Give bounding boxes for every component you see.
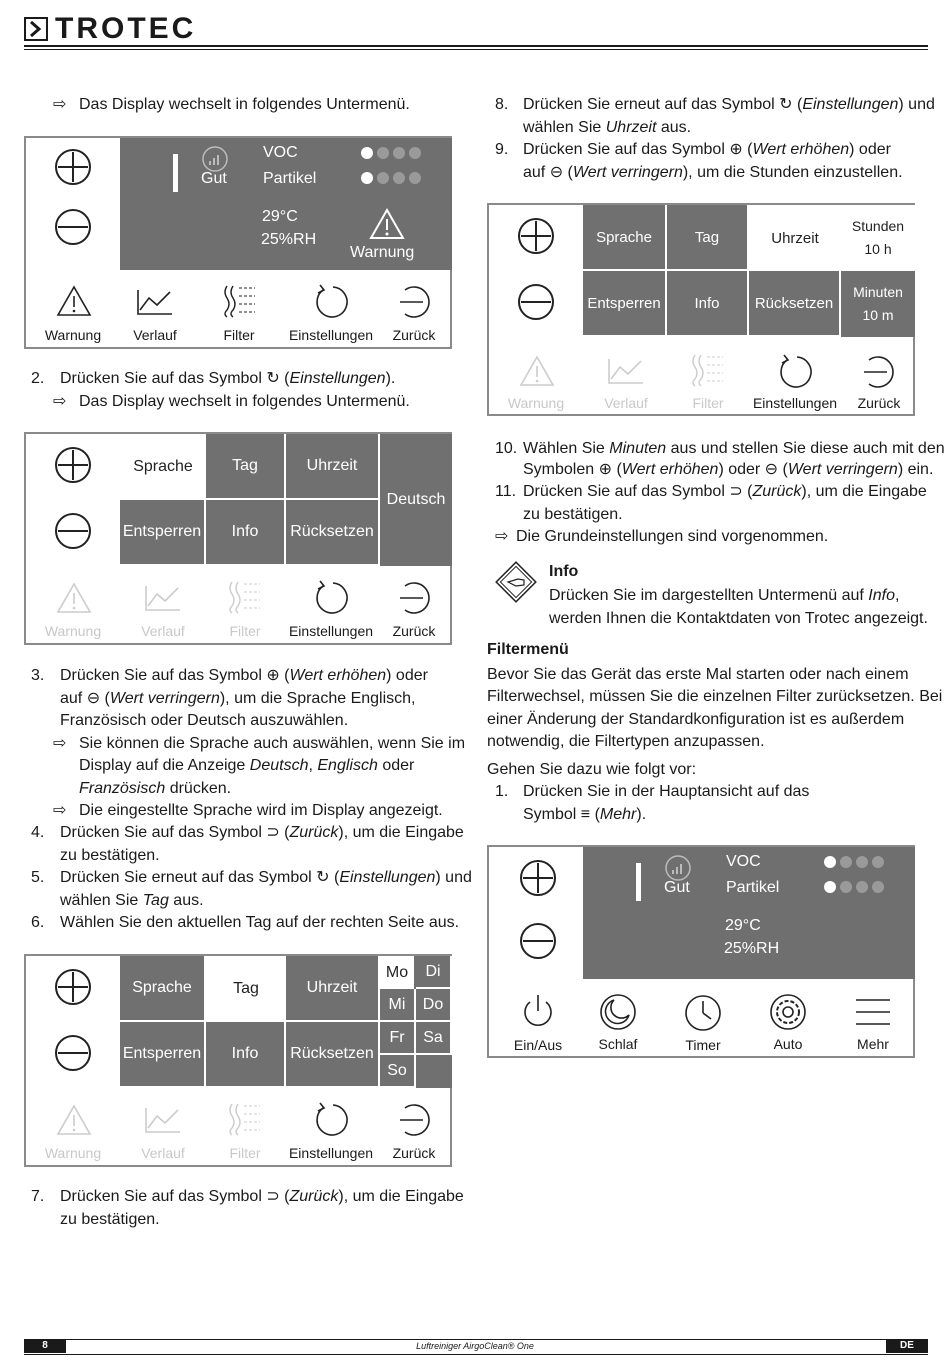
- filter-para-line1: Bevor Sie das Gerät das erste Mal starten oder nach einem: [487, 666, 909, 683]
- hours-label: Stunden: [851, 218, 905, 234]
- step-10-line2: Symbolen ⊕ (Wert erhöhen) oder ⊖ (Wert verringern) ein.: [523, 461, 934, 478]
- plus-icon[interactable]: [519, 859, 557, 897]
- partikel-label: Partikel: [263, 170, 317, 187]
- icon-label-filter: Filter: [229, 1145, 261, 1161]
- filter-para-line5: Gehen Sie dazu wie folgt vor:: [487, 761, 697, 778]
- info-line2: werden Ihnen die Kontaktdaten von Trotec angezeigt.: [549, 610, 928, 627]
- step-number: 2.: [31, 370, 45, 387]
- back-icon[interactable]: [397, 580, 433, 616]
- day-fr[interactable]: Fr: [380, 1022, 416, 1055]
- step-7-line2: zu bestätigen.: [60, 1211, 160, 1228]
- icon-label-zurueck: Zurück: [392, 327, 436, 343]
- section-title: Filtermenü: [487, 641, 569, 658]
- filter-para-line4: notwendig, die Filtertypen anzupassen.: [487, 733, 765, 750]
- step-3-result1-line1: Sie können die Sprache auch auswählen, wenn Sie im: [79, 735, 466, 752]
- menu-info[interactable]: Info: [667, 271, 749, 337]
- warning-icon: [519, 355, 555, 387]
- icon-label-verlauf: Verlauf: [604, 395, 648, 411]
- minus-icon[interactable]: [517, 283, 555, 321]
- step-number: 1.: [495, 783, 509, 800]
- step-number: 7.: [31, 1188, 45, 1205]
- icon-label-ein-aus: Ein/Aus: [513, 1037, 563, 1053]
- menu-more-icon[interactable]: [855, 997, 891, 1027]
- step-3-line1: Drücken Sie auf das Symbol ⊕ (Wert erhöhen) oder: [60, 667, 428, 684]
- minutes-cell[interactable]: [841, 271, 915, 337]
- result-arrow: ⇨: [495, 528, 509, 545]
- menu-entsperren[interactable]: Entsperren: [120, 1022, 206, 1088]
- result-arrow: ⇨: [53, 393, 67, 410]
- filter-icon: [226, 580, 264, 614]
- icon-label-mehr: Mehr: [857, 1036, 889, 1052]
- icon-label-schlaf: Schlaf: [598, 1036, 638, 1052]
- minus-icon[interactable]: [519, 922, 557, 960]
- info-hand-icon: [494, 560, 538, 604]
- timer-clock-icon[interactable]: [684, 994, 722, 1032]
- result-arrow: ⇨: [53, 802, 67, 819]
- filter-step-1-line1: Drücken Sie in der Hauptansicht auf das: [523, 783, 810, 800]
- filter-icon[interactable]: [221, 284, 259, 318]
- menu-ruecksetzen[interactable]: Rücksetzen: [286, 500, 380, 566]
- day-mi[interactable]: Mi: [380, 989, 416, 1022]
- info-line1: Drücken Sie im dargestellten Untermenü auf Info,: [549, 587, 900, 604]
- step-4-line2: zu bestätigen.: [60, 847, 160, 864]
- menu-info[interactable]: Info: [206, 1022, 286, 1088]
- warning-icon: [56, 582, 92, 614]
- step-11-line2: zu bestätigen.: [523, 506, 623, 523]
- step-2: Drücken Sie auf das Symbol ↻ (Einstellungen).: [60, 370, 396, 387]
- brand-logo: TROTEC: [55, 12, 197, 45]
- icon-label-warnung: Warnung: [507, 395, 565, 411]
- warning-icon[interactable]: [56, 285, 92, 317]
- humidity: 25%RH: [724, 940, 780, 957]
- settings-refresh-icon[interactable]: [313, 284, 349, 320]
- sleep-moon-icon[interactable]: [599, 993, 637, 1031]
- display-language-panel: [24, 432, 452, 645]
- step-10-line1: Wählen Sie Minuten aus und stellen Sie diese auch mit den: [523, 440, 945, 457]
- icon-label-verlauf: Verlauf: [141, 1145, 185, 1161]
- air-quality-icon: [665, 855, 691, 881]
- icon-label-zurueck: Zurück: [392, 623, 436, 639]
- icon-label-einstellungen: Einstellungen: [288, 623, 374, 639]
- icon-label-auto: Auto: [773, 1036, 803, 1052]
- partikel-label: Partikel: [726, 879, 780, 896]
- icon-label-verlauf: Verlauf: [133, 327, 177, 343]
- level-bar: [636, 863, 641, 901]
- temperature: 29°C: [262, 208, 298, 225]
- info-title: Info: [549, 563, 579, 580]
- display-main-panel: [24, 136, 452, 349]
- warning-icon: [56, 1104, 92, 1136]
- step-8-line2: wählen Sie Uhrzeit aus.: [523, 119, 692, 136]
- language-value[interactable]: Deutsch: [380, 434, 452, 566]
- humidity: 25%RH: [261, 231, 317, 248]
- step-number: 4.: [31, 824, 45, 841]
- header-rule-thin: [24, 49, 928, 50]
- icon-label-zurueck: Zurück: [392, 1145, 436, 1161]
- settings-refresh-icon[interactable]: [313, 580, 349, 616]
- intro-text: Das Display wechselt in folgendes Untermenü.: [79, 96, 410, 113]
- logo-mark: [24, 17, 48, 41]
- step-11-result: Die Grundeinstellungen sind vorgenommen.: [516, 528, 829, 545]
- menu-info[interactable]: Info: [206, 500, 286, 566]
- hours-value: 10 h: [864, 241, 892, 257]
- auto-fan-icon[interactable]: [769, 993, 807, 1031]
- plus-icon[interactable]: [54, 968, 92, 1006]
- voc-label: VOC: [263, 144, 298, 161]
- step-9-line1: Drücken Sie auf das Symbol ⊕ (Wert erhöhen) oder: [523, 141, 891, 158]
- step-number: 8.: [495, 96, 509, 113]
- step-number: 11.: [495, 483, 517, 500]
- step-5-line1: Drücken Sie erneut auf das Symbol ↻ (Einstellungen) und: [60, 869, 472, 886]
- day-so[interactable]: So: [380, 1055, 416, 1088]
- back-icon[interactable]: [397, 1102, 433, 1138]
- step-number: 6.: [31, 914, 45, 931]
- plus-icon[interactable]: [517, 217, 555, 255]
- voc-dots: [823, 855, 889, 869]
- warning-icon: [369, 208, 405, 240]
- settings-refresh-icon[interactable]: [313, 1102, 349, 1138]
- menu-uhrzeit[interactable]: Uhrzeit: [749, 205, 841, 271]
- chart-icon: [144, 584, 182, 612]
- quality-label: Gut: [664, 879, 690, 896]
- icon-label-timer: Timer: [685, 1037, 721, 1053]
- icon-label-verlauf: Verlauf: [141, 623, 185, 639]
- filter-icon: [226, 1102, 264, 1136]
- icon-label-zurueck: Zurück: [857, 395, 901, 411]
- filter-icon: [689, 353, 727, 387]
- menu-sprache[interactable]: Sprache: [120, 956, 206, 1022]
- day-mo[interactable]: Mo: [380, 956, 416, 989]
- icon-label-einstellungen: Einstellungen: [288, 1145, 374, 1161]
- icon-label-warnung: Warnung: [44, 1145, 102, 1161]
- menu-entsperren[interactable]: Entsperren: [583, 271, 667, 337]
- step-11-line1: Drücken Sie auf das Symbol ⊃ (Zurück), um die Eingabe: [523, 483, 927, 500]
- menu-sprache[interactable]: Sprache: [120, 434, 206, 500]
- icon-label-filter: Filter: [229, 623, 261, 639]
- power-icon[interactable]: [520, 993, 556, 1031]
- icon-label-warnung: Warnung: [44, 623, 102, 639]
- voc-label: VOC: [726, 853, 761, 870]
- voc-dots: [360, 146, 426, 160]
- filter-step-1-line2: Symbol ≡ (Mehr).: [523, 806, 647, 823]
- partikel-dots: [360, 171, 426, 185]
- day-sa[interactable]: Sa: [416, 1022, 452, 1055]
- menu-uhrzeit[interactable]: Uhrzeit: [286, 956, 380, 1022]
- step-9-line2: auf ⊖ (Wert verringern), um die Stunden einzustellen.: [523, 164, 903, 181]
- back-icon[interactable]: [397, 284, 433, 320]
- warning-status: Warnung: [350, 244, 415, 261]
- icon-label-einstellungen: Einstellungen: [288, 327, 374, 343]
- display-day-panel: [24, 954, 452, 1167]
- display-time-panel: [487, 203, 915, 416]
- step-number: 10.: [495, 440, 518, 457]
- hours-cell[interactable]: [841, 205, 915, 271]
- chart-icon: [607, 357, 645, 385]
- step-3-result2: Die eingestellte Sprache wird im Display angezeigt.: [79, 802, 443, 819]
- filter-para-line3: einer Änderung der Standardkonfiguration ist es außerdem: [487, 711, 905, 728]
- menu-entsperren[interactable]: Entsperren: [120, 500, 206, 566]
- air-quality-icon: [202, 146, 228, 172]
- icon-label-warnung: Warnung: [44, 327, 102, 343]
- menu-ruecksetzen[interactable]: Rücksetzen: [286, 1022, 380, 1088]
- header-rule: [24, 45, 928, 47]
- chart-icon[interactable]: [136, 288, 174, 316]
- menu-tag[interactable]: Tag: [206, 956, 286, 1022]
- icon-label-filter: Filter: [223, 327, 255, 343]
- plus-icon[interactable]: [54, 446, 92, 484]
- footer-title: Luftreiniger AirgoClean® One: [416, 1341, 534, 1351]
- step-3-result1-line2: Display auf die Anzeige Deutsch, Englisch oder: [79, 757, 415, 774]
- page-number: 8: [24, 1339, 66, 1353]
- step-2-result: Das Display wechselt in folgendes Untermenü.: [79, 393, 410, 410]
- chart-icon: [144, 1106, 182, 1134]
- step-8-line1: Drücken Sie erneut auf das Symbol ↻ (Einstellungen) und: [523, 96, 935, 113]
- menu-uhrzeit[interactable]: Uhrzeit: [286, 434, 380, 500]
- settings-refresh-icon[interactable]: [777, 354, 813, 390]
- menu-tag[interactable]: Tag: [667, 205, 749, 271]
- icon-label-filter: Filter: [692, 395, 724, 411]
- day-empty: [416, 1055, 452, 1088]
- step-3-result1-line3: Französisch drücken.: [79, 780, 232, 797]
- step-3-line2: auf ⊖ (Wert verringern), um die Sprache Englisch,: [60, 690, 416, 707]
- day-di[interactable]: Di: [416, 956, 452, 989]
- language-code: DE: [886, 1339, 928, 1353]
- filter-para-line2: Filterwechsel, müssen Sie die einzelnen Filter zurücksetzen. Bei: [487, 688, 943, 705]
- minus-icon[interactable]: [54, 208, 92, 246]
- day-do[interactable]: Do: [416, 989, 452, 1022]
- minutes-value: 10 m: [862, 307, 894, 323]
- minutes-label: Minuten: [853, 284, 903, 300]
- partikel-dots: [823, 880, 889, 894]
- step-3-line3: Französisch oder Deutsch auszuwählen.: [60, 712, 349, 729]
- step-5-line2: wählen Sie Tag aus.: [60, 892, 204, 909]
- step-4-line1: Drücken Sie auf das Symbol ⊃ (Zurück), um die Eingabe: [60, 824, 464, 841]
- minus-icon[interactable]: [54, 1034, 92, 1072]
- menu-ruecksetzen[interactable]: Rücksetzen: [749, 271, 841, 337]
- level-bar: [173, 154, 178, 192]
- step-7-line1: Drücken Sie auf das Symbol ⊃ (Zurück), um die Eingabe: [60, 1188, 464, 1205]
- menu-sprache[interactable]: Sprache: [583, 205, 667, 271]
- icon-label-einstellungen: Einstellungen: [752, 395, 838, 411]
- temperature: 29°C: [725, 917, 761, 934]
- step-6: Wählen Sie den aktuellen Tag auf der rechten Seite aus.: [60, 914, 460, 931]
- quality-label: Gut: [201, 170, 227, 187]
- step-number: 9.: [495, 141, 509, 158]
- step-number: 5.: [31, 869, 45, 886]
- result-arrow: ⇨: [53, 735, 67, 752]
- back-icon[interactable]: [861, 354, 897, 390]
- display-home-panel: [487, 845, 915, 1058]
- intro-result: ⇨: [53, 96, 67, 113]
- plus-icon[interactable]: [54, 148, 92, 186]
- menu-tag[interactable]: Tag: [206, 434, 286, 500]
- minus-icon[interactable]: [54, 512, 92, 550]
- step-number: 3.: [31, 667, 45, 684]
